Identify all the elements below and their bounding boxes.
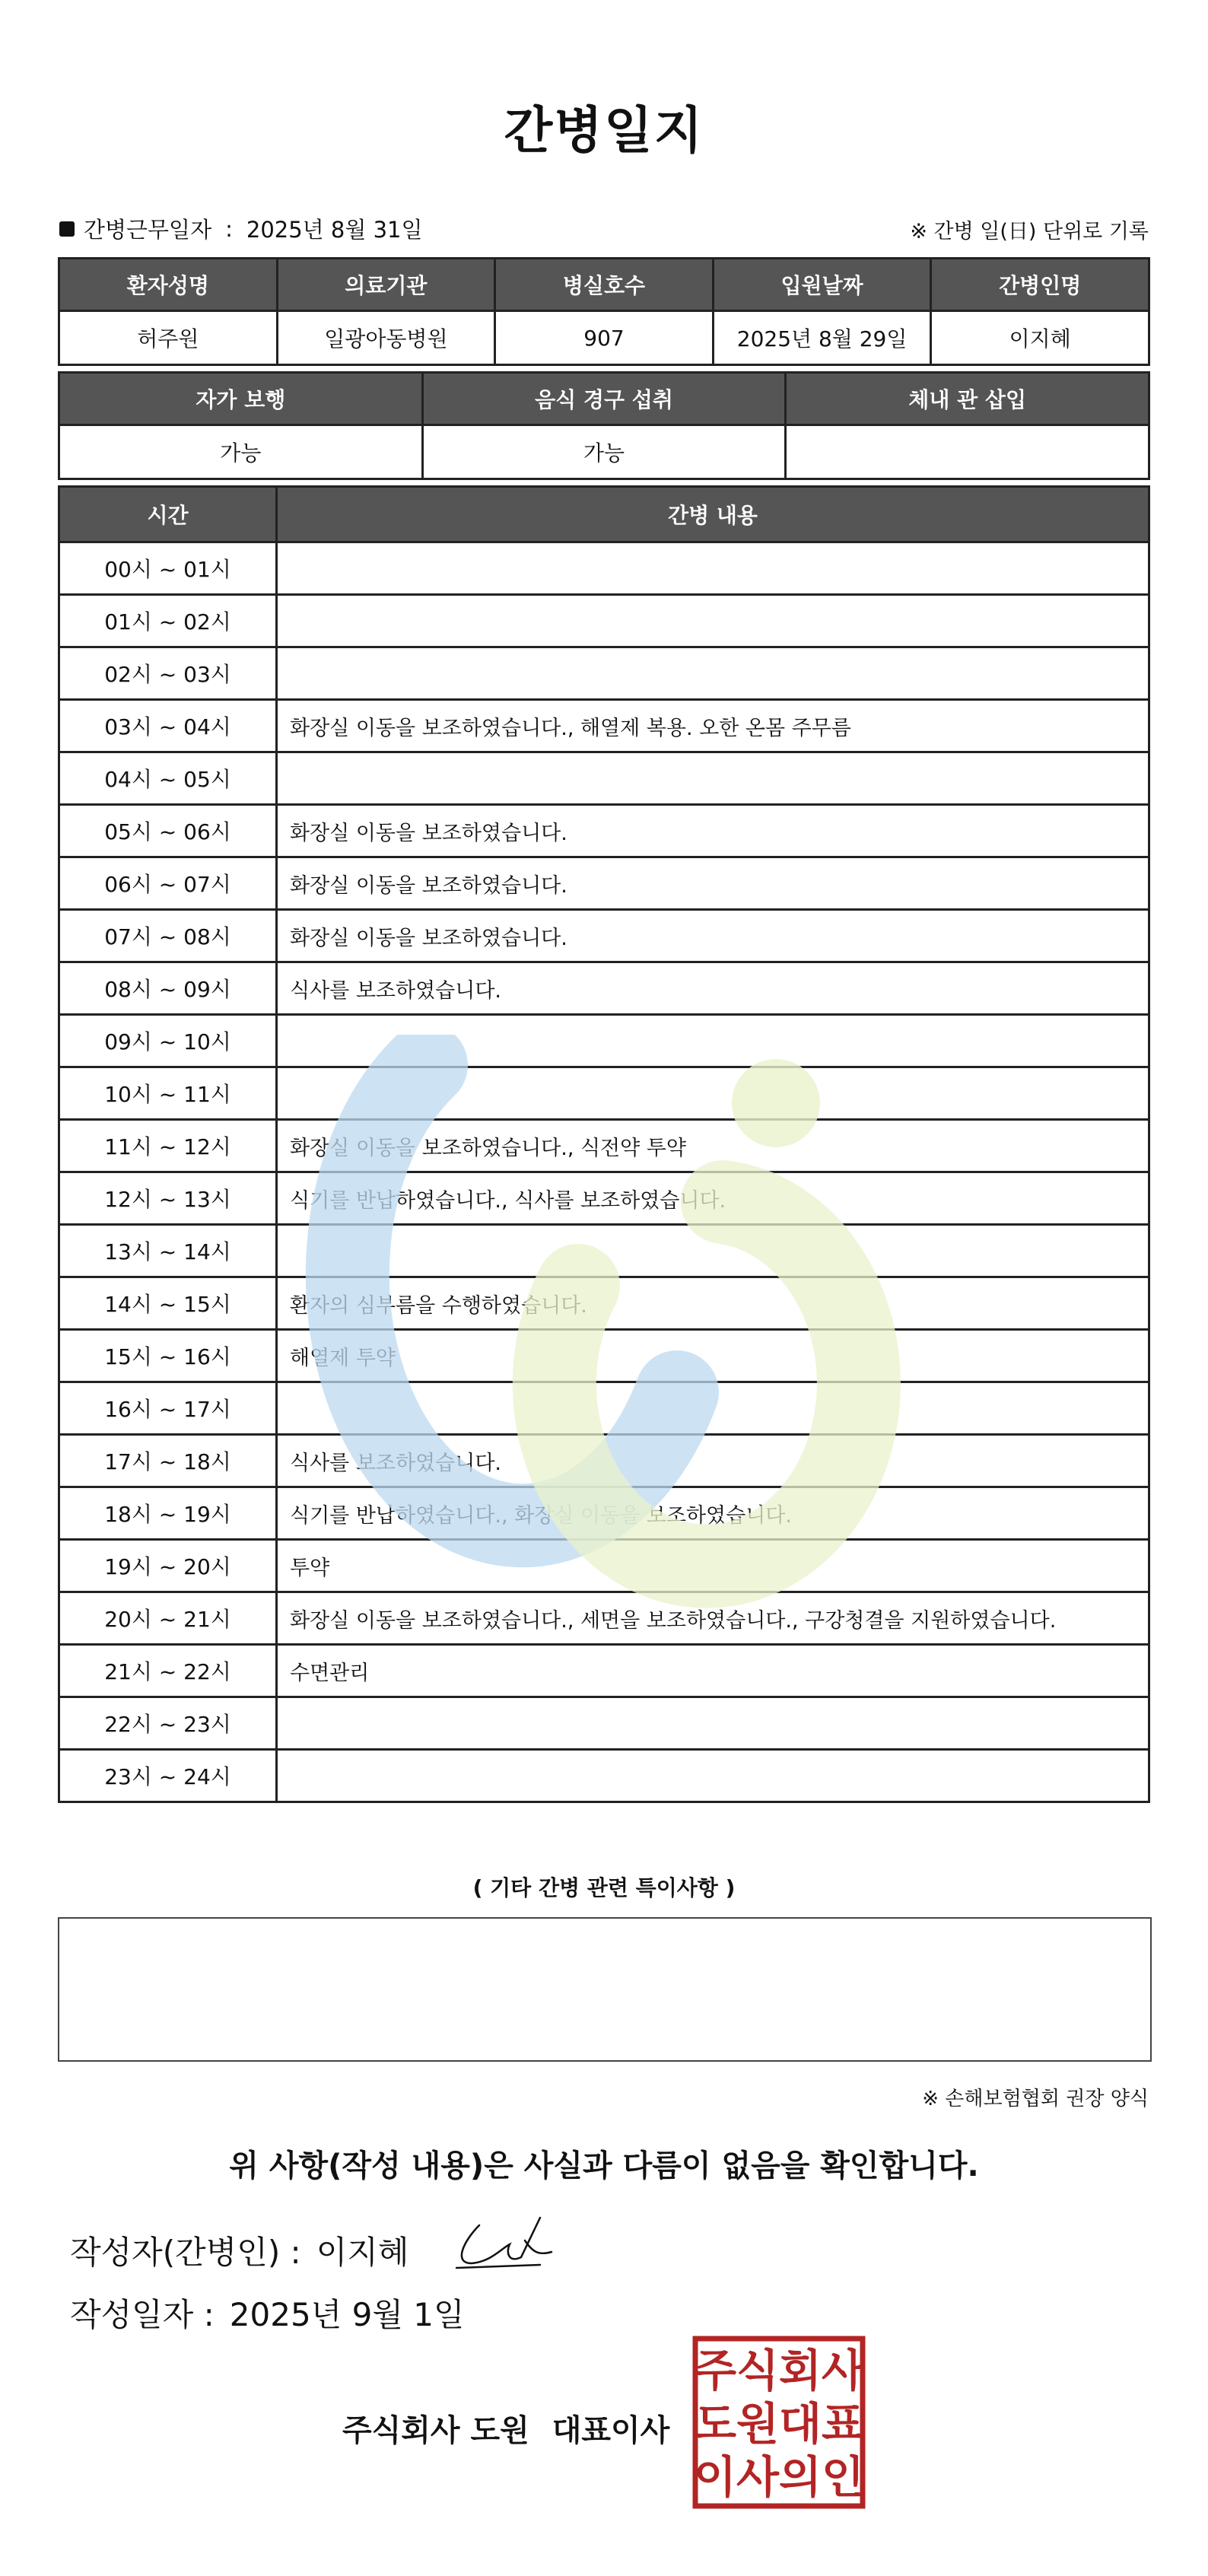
table-row <box>59 1330 1149 1382</box>
log-content <box>277 1225 1149 1277</box>
table-row <box>59 1277 1149 1330</box>
log-content: 화장실 이동을 보조하였습니다., 식전약 투약 <box>277 1120 1149 1172</box>
written-date-label: 작성일자 : <box>70 2296 215 2333</box>
log-time: 06시 ~ 07시 <box>59 857 277 910</box>
table-row <box>59 1592 1149 1645</box>
table-row <box>59 1015 1149 1067</box>
log-content: 수면관리 <box>277 1645 1149 1697</box>
log-time: 13시 ~ 14시 <box>59 1225 277 1277</box>
log-time: 11시 ~ 12시 <box>59 1120 277 1172</box>
table-row <box>59 595 1149 647</box>
log-time: 04시 ~ 05시 <box>59 752 277 805</box>
log-time: 12시 ~ 13시 <box>59 1172 277 1225</box>
table-row <box>59 962 1149 1015</box>
table-row <box>59 1225 1149 1277</box>
table-row <box>59 1750 1149 1802</box>
log-time: 00시 ~ 01시 <box>59 542 277 595</box>
writer-label: 작성자(간병인) : <box>70 2234 301 2271</box>
log-content: 화장실 이동을 보조하였습니다., 세면을 보조하였습니다., 구강청결을 지원하였습니다. <box>277 1592 1149 1645</box>
log-content <box>277 1382 1149 1435</box>
table-row <box>59 700 1149 752</box>
header-oral-intake: 음식 경구 섭취 <box>422 373 786 425</box>
log-time: 21시 ~ 22시 <box>59 1645 277 1697</box>
unit-note: ※ 간병 일(日) 단위로 기록 <box>910 220 1149 243</box>
header-walking: 자가 보행 <box>59 373 423 425</box>
work-date-value: 2025년 8월 31일 <box>246 217 423 243</box>
log-time: 22시 ~ 23시 <box>59 1697 277 1750</box>
table-row <box>59 259 1149 311</box>
log-content: 식사를 보조하였습니다. <box>277 1435 1149 1487</box>
table-row <box>59 805 1149 857</box>
log-content <box>277 1697 1149 1750</box>
care-log-table <box>58 485 1150 1803</box>
log-content: 식기를 반납하였습니다., 식사를 보조하였습니다. <box>277 1172 1149 1225</box>
writer-name: 이지혜 <box>316 2234 409 2271</box>
log-content: 화장실 이동을 보조하였습니다. <box>277 805 1149 857</box>
square-bullet-icon <box>59 221 75 237</box>
table-row <box>59 1487 1149 1540</box>
log-time: 14시 ~ 15시 <box>59 1277 277 1330</box>
table-row <box>59 1540 1149 1592</box>
log-content <box>277 1067 1149 1120</box>
writer-row <box>70 2228 408 2273</box>
notes-box <box>58 1917 1152 2062</box>
patient-info-table <box>58 257 1150 366</box>
header-content: 간병 내용 <box>277 487 1149 542</box>
table-row <box>59 311 1149 365</box>
log-content: 식사를 보조하였습니다. <box>277 962 1149 1015</box>
written-date-row <box>70 2290 465 2336</box>
log-time: 10시 ~ 11시 <box>59 1067 277 1120</box>
header-room: 병실호수 <box>495 259 714 311</box>
page-title: 간병일지 <box>504 101 704 160</box>
header-tube: 체내 관 삽입 <box>786 373 1149 425</box>
notes-title: ( 기타 간병 관련 특이사항 ) <box>472 1875 736 1900</box>
table-row <box>59 752 1149 805</box>
header-patient-name: 환자성명 <box>59 259 278 311</box>
company-line <box>342 2406 669 2450</box>
log-time: 09시 ~ 10시 <box>59 1015 277 1067</box>
header-admit-date: 입원날짜 <box>713 259 931 311</box>
tube-status <box>786 425 1149 479</box>
table-row <box>59 487 1149 542</box>
log-content: 화장실 이동을 보조하였습니다., 해열제 복용. 오한 온몸 주무름 <box>277 700 1149 752</box>
table-row <box>59 1120 1149 1172</box>
admit-date: 2025년 8월 29일 <box>713 311 931 365</box>
room-number: 907 <box>495 311 714 365</box>
log-content <box>277 595 1149 647</box>
log-time: 18시 ~ 19시 <box>59 1487 277 1540</box>
table-row <box>59 1382 1149 1435</box>
log-time: 02시 ~ 03시 <box>59 647 277 700</box>
patient-status-table <box>58 371 1150 480</box>
header-caregiver: 간병인명 <box>931 259 1149 311</box>
log-time: 03시 ~ 04시 <box>59 700 277 752</box>
log-content: 해열제 투약 <box>277 1330 1149 1382</box>
table-row <box>59 857 1149 910</box>
confirmation-statement: 위 사항(작성 내용)은 사실과 다름이 없음을 확인합니다. <box>229 2148 979 2183</box>
log-time: 15시 ~ 16시 <box>59 1330 277 1382</box>
work-date-row <box>59 213 423 244</box>
log-content <box>277 1750 1149 1802</box>
log-content <box>277 647 1149 700</box>
header-time: 시간 <box>59 487 277 542</box>
table-row <box>59 647 1149 700</box>
work-date-label: 간병근무일자 <box>84 217 212 243</box>
written-date-value: 2025년 9월 1일 <box>229 2296 465 2333</box>
table-row <box>59 910 1149 962</box>
hospital: 일광아동병원 <box>277 311 495 365</box>
header-hospital: 의료기관 <box>277 259 495 311</box>
log-content: 식기를 반납하였습니다., 화장실 이동을 보조하였습니다. <box>277 1487 1149 1540</box>
log-content: 화장실 이동을 보조하였습니다. <box>277 857 1149 910</box>
walking-status: 가능 <box>59 425 423 479</box>
table-row <box>59 1435 1149 1487</box>
log-time: 16시 ~ 17시 <box>59 1382 277 1435</box>
log-time: 20시 ~ 21시 <box>59 1592 277 1645</box>
log-content <box>277 752 1149 805</box>
table-row <box>59 373 1149 425</box>
ceo-label: 대표이사 <box>552 2413 670 2448</box>
log-time: 23시 ~ 24시 <box>59 1750 277 1802</box>
company-seal <box>692 2336 866 2509</box>
log-time: 19시 ~ 20시 <box>59 1540 277 1592</box>
log-time: 01시 ~ 02시 <box>59 595 277 647</box>
signature <box>449 2210 555 2271</box>
work-date-separator: : <box>225 215 233 242</box>
log-content: 환자의 심부름을 수행하였습니다. <box>277 1277 1149 1330</box>
form-note: ※ 손해보험협회 권장 양식 <box>922 2088 1149 2110</box>
log-time: 17시 ~ 18시 <box>59 1435 277 1487</box>
log-time: 07시 ~ 08시 <box>59 910 277 962</box>
table-row <box>59 1067 1149 1120</box>
log-time: 05시 ~ 06시 <box>59 805 277 857</box>
patient-name: 허주원 <box>59 311 278 365</box>
log-time: 08시 ~ 09시 <box>59 962 277 1015</box>
table-row <box>59 1697 1149 1750</box>
table-row <box>59 1645 1149 1697</box>
table-row <box>59 542 1149 595</box>
table-row <box>59 1172 1149 1225</box>
log-content: 화장실 이동을 보조하였습니다. <box>277 910 1149 962</box>
svg-text:이사의인: 이사의인 <box>693 2451 865 2503</box>
log-content <box>277 1015 1149 1067</box>
oral-intake-status: 가능 <box>422 425 786 479</box>
svg-text:주식회사: 주식회사 <box>693 2345 865 2396</box>
company-name: 주식회사 도원 <box>342 2413 529 2448</box>
log-content: 투약 <box>277 1540 1149 1592</box>
table-row <box>59 425 1149 479</box>
svg-text:도원대표: 도원대표 <box>693 2398 865 2450</box>
log-content <box>277 542 1149 595</box>
caregiver-name: 이지혜 <box>931 311 1149 365</box>
